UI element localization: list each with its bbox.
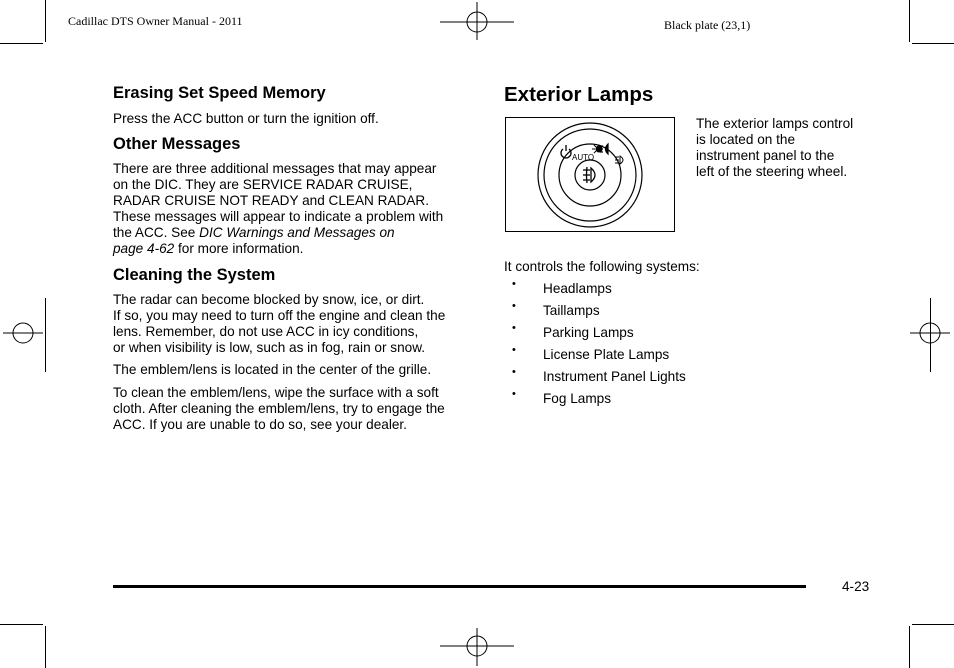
text-line: lens. Remember, do not use ACC in icy conditions, [113, 324, 419, 339]
page-number: 4-23 [842, 579, 870, 594]
paragraph-cleaning-1 [113, 292, 445, 356]
systems-intro: It controls the following systems: [504, 259, 700, 274]
header-plate-info: Black plate (23,1) [664, 18, 751, 32]
bullet: • [512, 366, 516, 378]
paragraph-cleaning-3 [113, 385, 445, 433]
list-item-label: Headlamps [543, 281, 612, 296]
heading-erasing-set-speed-memory: Erasing Set Speed Memory [113, 84, 326, 102]
headlamp-icon [600, 144, 608, 154]
page-reference-link[interactable]: page 4-62 [113, 241, 175, 256]
cross-reference-link[interactable]: DIC Warnings and Messages on [199, 225, 395, 240]
text-line: instrument panel to the [696, 148, 835, 163]
paragraph-other-messages [113, 161, 443, 257]
bullet: • [512, 278, 516, 290]
text-line: left of the steering wheel. [696, 164, 848, 179]
text-line: ACC. If you are unable to do so, see your dealer. [113, 417, 407, 432]
text-line: The emblem/lens is located in the center of the grille. [113, 362, 432, 377]
text-line: To clean the emblem/lens, wipe the surface with a soft [113, 385, 439, 400]
text-line: The exterior lamps control [696, 116, 854, 131]
bullet: • [512, 322, 516, 334]
text-line: These messages will appear to indicate a problem with [113, 209, 444, 224]
text-line [113, 241, 443, 257]
text-pre: the ACC. See [113, 225, 200, 240]
text-line: If so, you may need to turn off the engine and clean the [113, 308, 446, 323]
list-item-label: Instrument Panel Lights [543, 369, 686, 384]
heading-other-messages: Other Messages [113, 135, 241, 153]
text-line: RADAR CRUISE NOT READY and CLEAN RADAR. [113, 193, 430, 208]
text-line: is located on the [696, 132, 795, 147]
heading-cleaning-the-system: Cleaning the System [113, 266, 276, 284]
text-line: The radar can become blocked by snow, ice, or dirt. [113, 292, 425, 307]
fog-lamp-icon [583, 167, 595, 183]
list-item-label: Taillamps [543, 303, 600, 318]
text-line: cloth. After cleaning the emblem/lens, try to engage the [113, 401, 445, 416]
lamp-control-knob [506, 118, 674, 231]
small-fog-lamp-icon [615, 156, 623, 164]
text-line: There are three additional messages that may appear [113, 161, 437, 176]
auto-label: AUTO [572, 153, 595, 162]
bullet: • [512, 344, 516, 356]
list-item-label: Fog Lamps [543, 391, 612, 406]
list-item-label: License Plate Lamps [543, 347, 670, 362]
paragraph-cleaning-2 [113, 362, 431, 378]
exterior-lamps-control-figure [505, 117, 675, 232]
systems-list [512, 278, 732, 421]
text-line: Press the ACC button or turn the ignition off. [113, 111, 379, 126]
bullet: • [512, 300, 516, 312]
paragraph-erasing [113, 111, 379, 127]
bullet: • [512, 388, 516, 400]
header-manual-title: Cadillac DTS Owner Manual - 2011 [68, 14, 243, 28]
text-line: on the DIC. They are SERVICE RADAR CRUISE, [113, 177, 413, 192]
text-line [113, 225, 443, 241]
text-line: or when visibility is low, such as in fog, rain or snow. [113, 340, 426, 355]
footer-rule [113, 585, 806, 588]
list-item-label: Parking Lamps [543, 325, 634, 340]
paragraph-exterior-intro [696, 116, 853, 180]
heading-exterior-lamps: Exterior Lamps [504, 83, 654, 106]
text-post: for more information. [174, 241, 304, 256]
